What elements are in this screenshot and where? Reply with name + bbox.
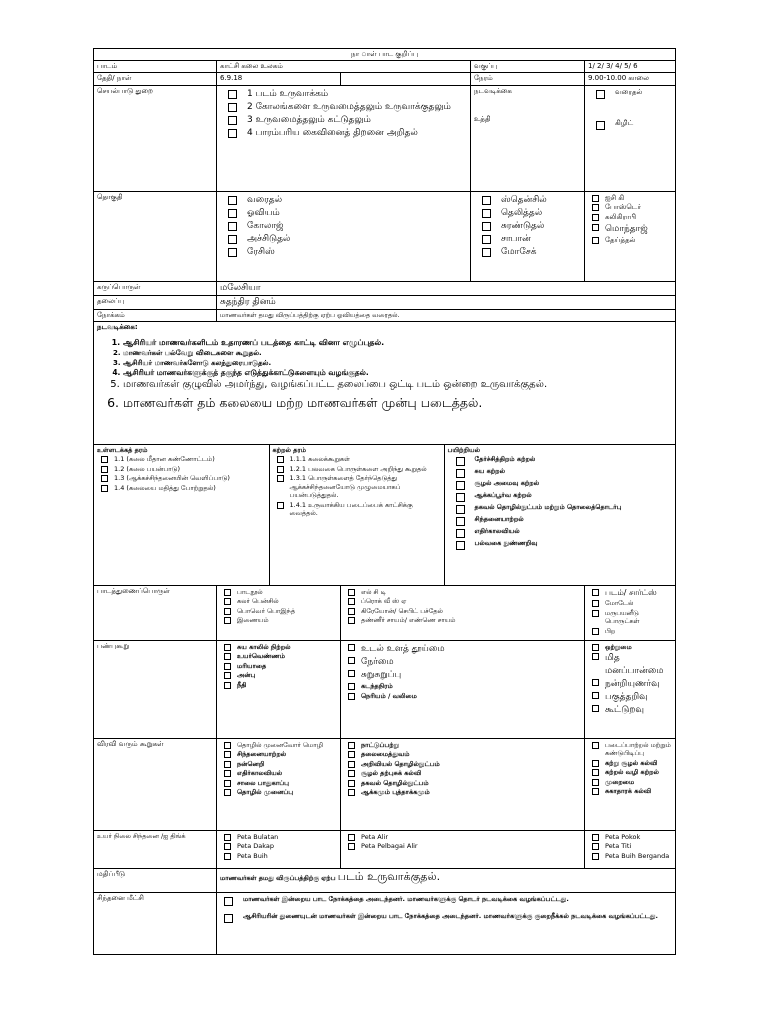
cross-item[interactable]: அறிவியல் தொழில்நுட்பம் xyxy=(344,760,581,768)
cross-item[interactable]: சுகாதாரக் கல்வி xyxy=(588,787,672,795)
topic-option[interactable]: அச்சிடுதல் xyxy=(220,233,467,245)
topic-option[interactable]: சாபான் xyxy=(474,233,581,245)
checkbox-icon[interactable] xyxy=(224,853,231,860)
checkbox-icon[interactable] xyxy=(348,761,355,768)
material-item[interactable]: கிரேயோன்/ செபிட் பச்தேல் xyxy=(344,607,581,615)
field-options xyxy=(217,85,471,191)
checkbox-icon[interactable] xyxy=(592,214,599,221)
topic-option[interactable]: மொந்தாஜ் xyxy=(588,223,672,235)
checkbox-icon[interactable] xyxy=(277,466,284,473)
cross-item[interactable]: படைப்பாற்றல் மற்றும் கண்டுபிடிப்பு xyxy=(588,741,672,758)
checkbox-icon[interactable] xyxy=(224,843,231,850)
checkbox-icon[interactable] xyxy=(592,788,599,795)
content-standard-label: உள்ளடக்கத் தரம் xyxy=(97,446,148,454)
objective-value: மாணவர்கள் தமது விருப்பத்திற்கு ஏற்ப ஓவியத்தை வரைதல். xyxy=(217,310,676,322)
checkbox-icon[interactable] xyxy=(456,481,465,490)
checkbox-icon[interactable] xyxy=(592,760,599,767)
checkbox-icon[interactable] xyxy=(482,235,491,244)
class-value: 1/ 2/ 3/ 4/ 5/ 6 xyxy=(585,60,676,72)
checkbox-icon[interactable] xyxy=(224,751,231,758)
topic-col2 xyxy=(471,191,585,281)
checkbox-icon[interactable] xyxy=(456,457,465,466)
material-item[interactable]: பொவெர் பொஇந்த் xyxy=(220,607,337,615)
value-item[interactable]: அன்பு xyxy=(220,671,337,679)
checkbox-icon[interactable] xyxy=(348,751,355,758)
material-item[interactable]: தண்ணீர் சாயம்/ எண்ணெ சாயம் xyxy=(344,616,581,624)
standards-table xyxy=(94,445,675,585)
topic-label: தொகுதி xyxy=(94,191,217,281)
strategy-label: உத்தி xyxy=(474,115,491,124)
cross-item[interactable]: சூழல் தற்புசுக் கல்வி xyxy=(344,769,581,777)
checkbox-icon[interactable] xyxy=(592,705,599,712)
cross-col3 xyxy=(585,739,676,831)
checkbox-icon[interactable] xyxy=(348,670,355,677)
topic-col1 xyxy=(217,191,471,281)
checkbox-icon[interactable] xyxy=(228,209,237,218)
materials-col1 xyxy=(217,586,341,641)
checkbox-icon[interactable] xyxy=(456,517,465,526)
checkbox-icon[interactable] xyxy=(224,598,231,605)
hots-item[interactable]: Peta Bulatan xyxy=(220,833,337,841)
learning-standard-label: கற்றல் தரம் xyxy=(272,446,306,454)
checkbox-icon[interactable] xyxy=(228,116,237,125)
checkbox-icon[interactable] xyxy=(228,235,237,244)
checkbox-icon[interactable] xyxy=(482,196,491,205)
activities-list xyxy=(123,338,672,411)
page-title: நா ாள் பாட குறிப்பு xyxy=(94,49,676,61)
cross-col2 xyxy=(341,739,585,831)
topic-option[interactable]: வரைதல் xyxy=(220,194,467,206)
checkbox-icon[interactable] xyxy=(348,742,355,749)
assessment-label: மதிப்பீடு xyxy=(94,869,217,893)
cross-item[interactable]: முறைமை xyxy=(588,778,672,786)
checkbox-icon[interactable] xyxy=(592,769,599,776)
cross-col1 xyxy=(217,739,341,831)
topic-option[interactable]: ஐசி கி xyxy=(588,194,672,203)
hots-col1 xyxy=(217,831,341,869)
field-option[interactable]: 3 உருவமைத்தலும் கட்டுதலும் xyxy=(220,114,467,126)
checkbox-icon[interactable] xyxy=(277,475,284,482)
material-item[interactable]: ப்ரொக் வீ ஸ் ஏ xyxy=(344,597,581,605)
topic-option[interactable]: கலிகிராபி xyxy=(588,213,672,222)
field-label: செயல்பாடு துறை xyxy=(94,85,217,191)
pedagogy xyxy=(444,445,675,585)
material-item[interactable]: பாடநூல் xyxy=(220,588,337,596)
activity-step: 1. ஆசிரியர் மாணவர்களிடம் உதாரணப் படத்தை காட்டி வினா எழுப்புதல். xyxy=(123,338,672,348)
materials-label: பாடத்துணைப்பொருள் xyxy=(94,586,217,641)
checkbox-icon[interactable] xyxy=(101,456,108,463)
assessment-value xyxy=(217,869,676,893)
cross-label: விரவி வரும் கூறுகள் xyxy=(94,739,217,831)
pedagogy-item[interactable]: பல்வகை நுண்ணறிவு xyxy=(448,539,673,550)
cross-item[interactable]: தொழில் முனைவோர் மொழி xyxy=(220,741,337,749)
checkbox-icon[interactable] xyxy=(224,672,231,679)
pedagogy-item[interactable]: தகவல் தொழில்நுட்பம் மற்றும் தொலைத்தொடர்பு xyxy=(448,503,673,514)
time-value: 9.00-10.00 காலை xyxy=(585,72,676,85)
field-option[interactable]: 1 படம் உருவாக்கம் xyxy=(220,88,467,100)
pedagogy-item[interactable]: சுய கற்றல் xyxy=(448,467,673,478)
checkbox-icon[interactable] xyxy=(596,90,605,99)
checkbox-icon[interactable] xyxy=(224,789,231,796)
field-option[interactable]: 2 கோலங்களை உருவமைத்தலும் உருவாக்குதலும் xyxy=(220,101,467,113)
standards-cell xyxy=(94,445,676,586)
checkbox-icon[interactable] xyxy=(224,742,231,749)
checkbox-icon[interactable] xyxy=(224,897,233,906)
checkbox-icon[interactable] xyxy=(348,657,355,664)
learning-standard xyxy=(269,445,444,585)
checkbox-icon[interactable] xyxy=(224,682,231,689)
date-label: தேதி/ நாள் xyxy=(94,72,217,85)
field-right-option[interactable]: கிழிட் xyxy=(588,119,672,130)
value-item[interactable]: நீதி xyxy=(220,681,337,689)
cross-item[interactable]: தொழில் முனைப்பு xyxy=(220,788,337,796)
checkbox-icon[interactable] xyxy=(596,121,605,130)
topic-option[interactable]: ஸ்தென்சில் xyxy=(474,194,581,206)
checkbox-icon[interactable] xyxy=(348,617,355,624)
checkbox-icon[interactable] xyxy=(348,683,355,690)
checkbox-icon[interactable] xyxy=(592,589,599,596)
reflection-item[interactable]: ஆசிரியரின் துணையுடன் மாணவர்கள் இன்றைய பாட நோக்கத்தை அடைந்தனர். மாணவர்களுக்கு குறைநீக்கல் நடவடிக்கை வழங்கப்பட்டது. xyxy=(220,912,672,923)
learning-item[interactable]: 1.4.1 உருவாக்கிய படைப்பைக் காட்சிக்கு வைத்தல். xyxy=(273,501,441,518)
learning-item[interactable]: 1.2.1 பலவகை பொருள்களை அறிந்து கூறுதல் xyxy=(273,465,441,473)
checkbox-icon[interactable] xyxy=(224,608,231,615)
checkbox-icon[interactable] xyxy=(482,209,491,218)
checkbox-icon[interactable] xyxy=(224,617,231,624)
value-item[interactable]: கூட்டுறவு xyxy=(588,704,672,716)
value-item[interactable]: மித மனப்பான்மை xyxy=(588,652,672,676)
topic-option[interactable]: ஓவியம் xyxy=(220,207,467,219)
checkbox-icon[interactable] xyxy=(482,248,491,257)
checkbox-icon[interactable] xyxy=(592,600,599,607)
checkbox-icon[interactable] xyxy=(592,742,599,749)
field-option[interactable]: 4 பாரம்பரிய கைவினைத் திறனை அறிதல் xyxy=(220,127,467,139)
topic-option[interactable]: தேய்த்தல் xyxy=(588,236,672,245)
checkbox-icon[interactable] xyxy=(277,456,284,463)
checkbox-icon[interactable] xyxy=(228,222,237,231)
learning-item[interactable]: 1.1.1 கலைக்கூறுகள் xyxy=(273,455,441,463)
pedagogy-item[interactable]: தேர்ச்சித்திறம் கற்றல் xyxy=(448,455,673,466)
reflection-label: சிந்தனை மீட்சி xyxy=(94,893,217,955)
checkbox-icon[interactable] xyxy=(348,834,355,841)
value-item[interactable]: சுய காலில் நிற்றல் xyxy=(220,643,337,651)
material-item[interactable]: இணையம் xyxy=(220,616,337,624)
pedagogy-item[interactable]: சூழல் அமைவு கற்றல் xyxy=(448,479,673,490)
material-item[interactable]: பிற xyxy=(588,627,672,635)
cross-item[interactable]: சிந்தனையாற்றல் xyxy=(220,750,337,758)
hots-col3 xyxy=(585,831,676,869)
activities-label: நடவடிக்கை: xyxy=(97,323,138,331)
activity-step: 3. ஆசிரியர் மாணவர்களோடு கலந்துரையாடுதல். xyxy=(123,359,672,368)
checkbox-icon[interactable] xyxy=(456,493,465,502)
cross-item[interactable]: கற்றல் வழி கற்றல் xyxy=(588,768,672,776)
checkbox-icon[interactable] xyxy=(277,502,284,509)
checkbox-icon[interactable] xyxy=(592,692,599,699)
value-item[interactable]: மரியாதை xyxy=(220,662,337,670)
cross-item[interactable]: கற்று சூழல் கல்வி xyxy=(588,759,672,767)
checkbox-icon[interactable] xyxy=(224,834,231,841)
checkbox-icon[interactable] xyxy=(348,780,355,787)
values-col2 xyxy=(341,641,585,739)
value-item[interactable]: சுறுசுறுப்பு xyxy=(344,669,581,681)
value-item[interactable]: ஒற்றுமை xyxy=(588,643,672,651)
checkbox-icon[interactable] xyxy=(101,485,108,492)
value-item[interactable]: உயர்வெண்ணம் xyxy=(220,652,337,660)
theme-label: கருப்பொருள் xyxy=(94,281,217,295)
values-label: பண்புகூறு xyxy=(94,641,217,739)
checkbox-icon[interactable] xyxy=(228,90,237,99)
material-item[interactable]: மருபயனீடு பொருட்கள் xyxy=(588,609,672,626)
field-right-options xyxy=(585,85,676,191)
pedagogy-label: பயிற்றியல் xyxy=(447,446,480,454)
topic-option[interactable]: கோலாஜ் xyxy=(220,220,467,232)
checkbox-icon[interactable] xyxy=(592,237,599,244)
checkbox-icon[interactable] xyxy=(348,843,355,850)
content-standard xyxy=(94,445,269,585)
hots-item[interactable]: Peta Dakap xyxy=(220,842,337,850)
field-right-option[interactable]: வரைதல் xyxy=(588,88,672,99)
hots-item[interactable]: Peta Pelbagai Alir xyxy=(344,842,581,850)
pedagogy-item[interactable]: சிந்தனையாற்றல் xyxy=(448,515,673,526)
checkbox-icon[interactable] xyxy=(592,610,599,617)
checkbox-icon[interactable] xyxy=(348,644,355,651)
checkbox-icon[interactable] xyxy=(592,779,599,786)
checkbox-icon[interactable] xyxy=(592,653,599,660)
learning-item[interactable]: 1.3.1 பொருள்களைத் தேர்ந்தெடுத்து ஆக்கச்சிந்தனையோடு முழுமையாகப் பயன்படுத்துதல். xyxy=(273,474,441,499)
checkbox-icon[interactable] xyxy=(592,195,599,202)
content-item[interactable]: 1.2 (கலை பயன்பாடு) xyxy=(97,465,266,473)
reflection-options xyxy=(217,893,676,955)
checkbox-icon[interactable] xyxy=(224,653,231,660)
title-label: தலைப்பு xyxy=(94,295,217,309)
checkbox-icon[interactable] xyxy=(101,475,108,482)
material-item[interactable]: கலர் பென்சில் xyxy=(220,597,337,605)
cross-item[interactable]: ஆக்கமும் புத்தாக்கமும் xyxy=(344,788,581,796)
checkbox-icon[interactable] xyxy=(592,834,599,841)
checkbox-icon[interactable] xyxy=(224,663,231,670)
lesson-plan-page xyxy=(93,48,675,955)
topic-option[interactable]: ரேசிஸ் xyxy=(220,246,467,258)
checkbox-icon[interactable] xyxy=(592,628,599,635)
material-item[interactable]: மோடேல் xyxy=(588,599,672,607)
checkbox-icon[interactable] xyxy=(224,761,231,768)
hots-label: உயர் நிலை சிந்தனை /ஐ திங்க் xyxy=(94,831,217,869)
date-empty-cell xyxy=(341,72,471,85)
activity-step: 4. ஆசிரியர் மாணவர்களுக்குத் தகுந்த எடுத்துக்காட்டுகளையும் வழங்குதல். xyxy=(123,368,672,377)
checkbox-icon[interactable] xyxy=(456,505,465,514)
topic-option[interactable]: சுரண்டுதல் xyxy=(474,220,581,232)
topic-option[interactable]: மோசேக் xyxy=(474,246,581,258)
value-item[interactable]: உடல் உளத் தூய்மை xyxy=(344,643,581,655)
pedagogy-item[interactable]: ஆக்கப்பூர்வ கற்றல் xyxy=(448,491,673,502)
checkbox-icon[interactable] xyxy=(348,693,355,700)
checkbox-icon[interactable] xyxy=(348,789,355,796)
hots-item[interactable]: Peta Pokok xyxy=(588,833,672,841)
value-item[interactable]: நெரியம் / வலிமை xyxy=(344,692,581,700)
checkbox-icon[interactable] xyxy=(456,469,465,478)
value-item[interactable]: கடந்தநிரம் xyxy=(344,682,581,690)
class-label: வகுப்பு xyxy=(471,60,585,72)
time-label: நேரம் xyxy=(471,72,585,85)
checkbox-icon[interactable] xyxy=(348,598,355,605)
date-value: 6.9.18 xyxy=(217,72,341,85)
checkbox-icon[interactable] xyxy=(224,589,231,596)
checkbox-icon[interactable] xyxy=(101,466,108,473)
checkbox-icon[interactable] xyxy=(228,129,237,138)
cross-item[interactable]: நன்னெறி xyxy=(220,760,337,768)
reflection-item[interactable]: மாணவர்கள் இன்றைய பாட நோக்கத்தை அடைந்தனர். மாணவர்களுக்கு தொடர் நடவடிக்கை வழங்கப்பட்டது. xyxy=(220,895,672,906)
checkbox-icon[interactable] xyxy=(592,843,599,850)
checkbox-icon[interactable] xyxy=(224,780,231,787)
activities-cell xyxy=(94,322,676,445)
value-item[interactable]: நன்றியுணர்வு xyxy=(588,678,672,690)
content-item[interactable]: 1.4 (கலையை மதித்து போற்றுதல்) xyxy=(97,484,266,492)
materials-col3 xyxy=(585,586,676,641)
checkbox-icon[interactable] xyxy=(592,224,599,231)
hots-item[interactable]: Peta Buih xyxy=(220,852,337,860)
pedagogy-item[interactable]: எதிர்காலவியல் xyxy=(448,527,673,538)
cross-item[interactable]: தகவல் தொழில்நுட்பம் xyxy=(344,779,581,787)
checkbox-icon[interactable] xyxy=(592,679,599,686)
checkbox-icon[interactable] xyxy=(456,541,465,550)
checkbox-icon[interactable] xyxy=(592,204,599,211)
theme-value: மலேசியா xyxy=(217,281,676,295)
checkbox-icon[interactable] xyxy=(224,914,233,923)
hots-item[interactable]: Peta Alir xyxy=(344,833,581,841)
checkbox-icon[interactable] xyxy=(348,608,355,615)
lesson-plan-table xyxy=(93,48,676,955)
cross-item[interactable]: தலைமைத்துவம் xyxy=(344,750,581,758)
subject-label: பாடம் xyxy=(94,60,217,72)
activity-step: 6. மாணவர்கள் தம் கலையை மற்ற மாணவர்கள் முன்பு படைத்தல். xyxy=(123,395,672,411)
objective-label: நோக்கம் xyxy=(94,310,217,322)
values-col3 xyxy=(585,641,676,739)
content-item[interactable]: 1.1 (கலை மீதான கண்ணோட்டம்) xyxy=(97,455,266,463)
activity-step: 5. மாணவர்கள் குழுவில் அமர்ந்து, வழங்கப்பட்ட தலைப்பை ஒட்டி படம் ஒன்றை உருவாக்குதல். xyxy=(123,379,672,392)
cross-item[interactable]: எதிர்காலவியல் xyxy=(220,769,337,777)
cross-item[interactable]: சாலை பாதுகாப்பு xyxy=(220,779,337,787)
checkbox-icon[interactable] xyxy=(228,248,237,257)
values-col1 xyxy=(217,641,341,739)
checkbox-icon[interactable] xyxy=(482,222,491,231)
activity-step: 2. மாணவர்கள் பல்வேறு விடைகளை கூறுதல். xyxy=(123,349,672,358)
checkbox-icon[interactable] xyxy=(348,770,355,777)
checkbox-icon[interactable] xyxy=(592,853,599,860)
activity-label: நடவடிக்கை xyxy=(474,86,512,95)
value-item[interactable]: பகுத்தறிவு xyxy=(588,691,672,703)
checkbox-icon[interactable] xyxy=(228,103,237,112)
value-item[interactable]: நேர்மை xyxy=(344,656,581,668)
topic-col3 xyxy=(585,191,676,281)
content-item[interactable]: 1.3 (ஆக்கச்சிந்தனையின் வெளிப்பாடு) xyxy=(97,474,266,482)
checkbox-icon[interactable] xyxy=(592,644,599,651)
material-item[interactable]: படம்/ சார்ட்ஸ் xyxy=(588,588,672,598)
materials-col2 xyxy=(341,586,585,641)
hots-col2 xyxy=(341,831,585,869)
checkbox-icon[interactable] xyxy=(348,589,355,596)
topic-option[interactable]: போஸ்டெர் xyxy=(588,203,672,212)
checkbox-icon[interactable] xyxy=(224,770,231,777)
cross-item[interactable]: நாட்டுப்பற்று xyxy=(344,741,581,749)
topic-option[interactable]: தெலித்தல் xyxy=(474,207,581,219)
checkbox-icon[interactable] xyxy=(224,644,231,651)
title-value: சுதந்திர தினம் xyxy=(217,295,676,309)
subject-value: காட்சி கலை உலகம் xyxy=(217,60,471,72)
hots-item[interactable]: Peta Buih Berganda xyxy=(588,852,672,860)
assessment-text-small: மாணவர்கள் தமது விருப்பத்திற்கு ஏற்ப xyxy=(220,874,336,882)
assessment-text-big: படம் உருவாக்குதல். xyxy=(337,870,441,883)
checkbox-icon[interactable] xyxy=(228,196,237,205)
material-item[interactable]: எல் சி டி xyxy=(344,588,581,596)
field-strategy-cell xyxy=(471,85,585,191)
hots-item[interactable]: Peta Titi xyxy=(588,842,672,850)
checkbox-icon[interactable] xyxy=(456,529,465,538)
